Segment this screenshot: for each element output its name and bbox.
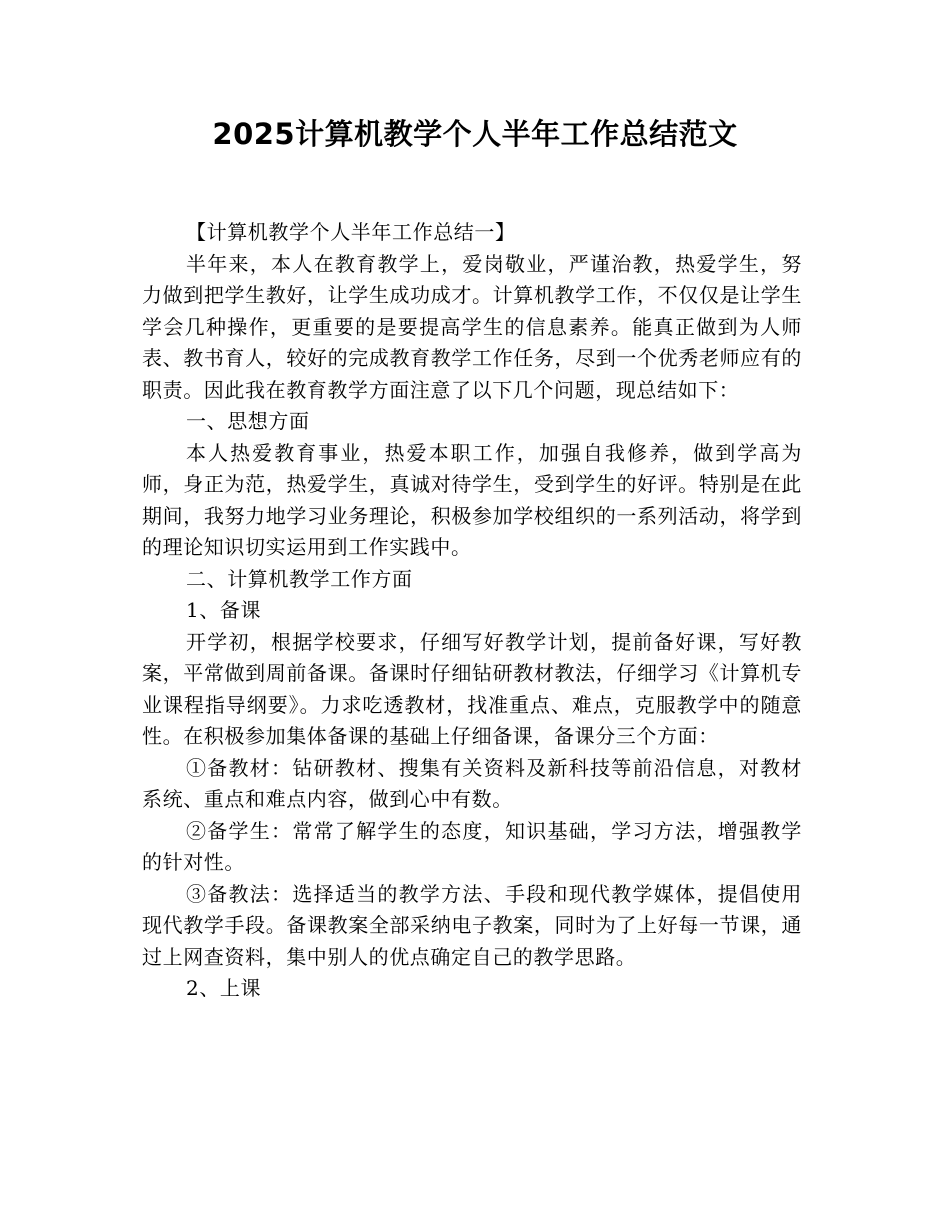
list-item-students: ②备学生：常常了解学生的态度，知识基础，学习方法，增强教学的针对性。 bbox=[142, 818, 802, 874]
subheading-class: 2、上课 bbox=[186, 976, 262, 1000]
document-title: 2025计算机教学个人半年工作总结范文 bbox=[212, 117, 738, 151]
body-paragraph-lesson-prep: 开学初，根据学校要求，仔细写好教学计划，提前备好课，写好教案，平常做到周前备课。备课时仔细钻研教材教法，仔细学习《计算机专业课程指导纲要》。力求吃透教材，找准重点、难点，克服教学中的随意性。在积极参加集体备课的基础上仔细备课，备课分三个方面： bbox=[142, 629, 802, 748]
section-heading-summary-one: 【计算机教学个人半年工作总结一】 bbox=[186, 220, 516, 244]
list-item-methods: ③备教法：选择适当的教学方法、手段和现代教学媒体，提倡使用现代教学手段。备课教案全部采纳电子教案，同时为了上好每一节课，通过上网查资料，集中别人的优点确定自己的教学思路。 bbox=[142, 881, 802, 969]
list-item-materials: ①备教材：钻研教材、搜集有关资料及新科技等前沿信息，对教材系统、重点和难点内容，做到心中有数。 bbox=[142, 755, 802, 811]
document-body bbox=[142, 217, 802, 1005]
section-heading-thought: 一、思想方面 bbox=[186, 409, 310, 433]
body-paragraph-thought: 本人热爱教育事业，热爱本职工作，加强自我修养，做到学高为师，身正为范，热爱学生，真诚对待学生，受到学生的好评。特别是在此期间，我努力地学习业务理论，积极参加学校组织的一系列活动，将学到的理论知识切实运用到工作实践中。 bbox=[142, 440, 802, 559]
section-heading-teaching: 二、计算机教学工作方面 bbox=[186, 566, 413, 591]
subheading-lesson-prep: 1、备课 bbox=[186, 598, 262, 622]
body-paragraph-intro: 半年来，本人在教育教学上，爱岗敬业，严谨治教，热爱学生，努力做到把学生教好，让学生成功成才。计算机教学工作，不仅仅是让学生学会几种操作，更重要的是要提高学生的信息素养。能真正做到为人师表、教书育人，较好的完成教育教学工作任务，尽到一个优秀老师应有的职责。因此我在教育教学方面注意了以下几个问题，现总结如下： bbox=[142, 251, 802, 402]
